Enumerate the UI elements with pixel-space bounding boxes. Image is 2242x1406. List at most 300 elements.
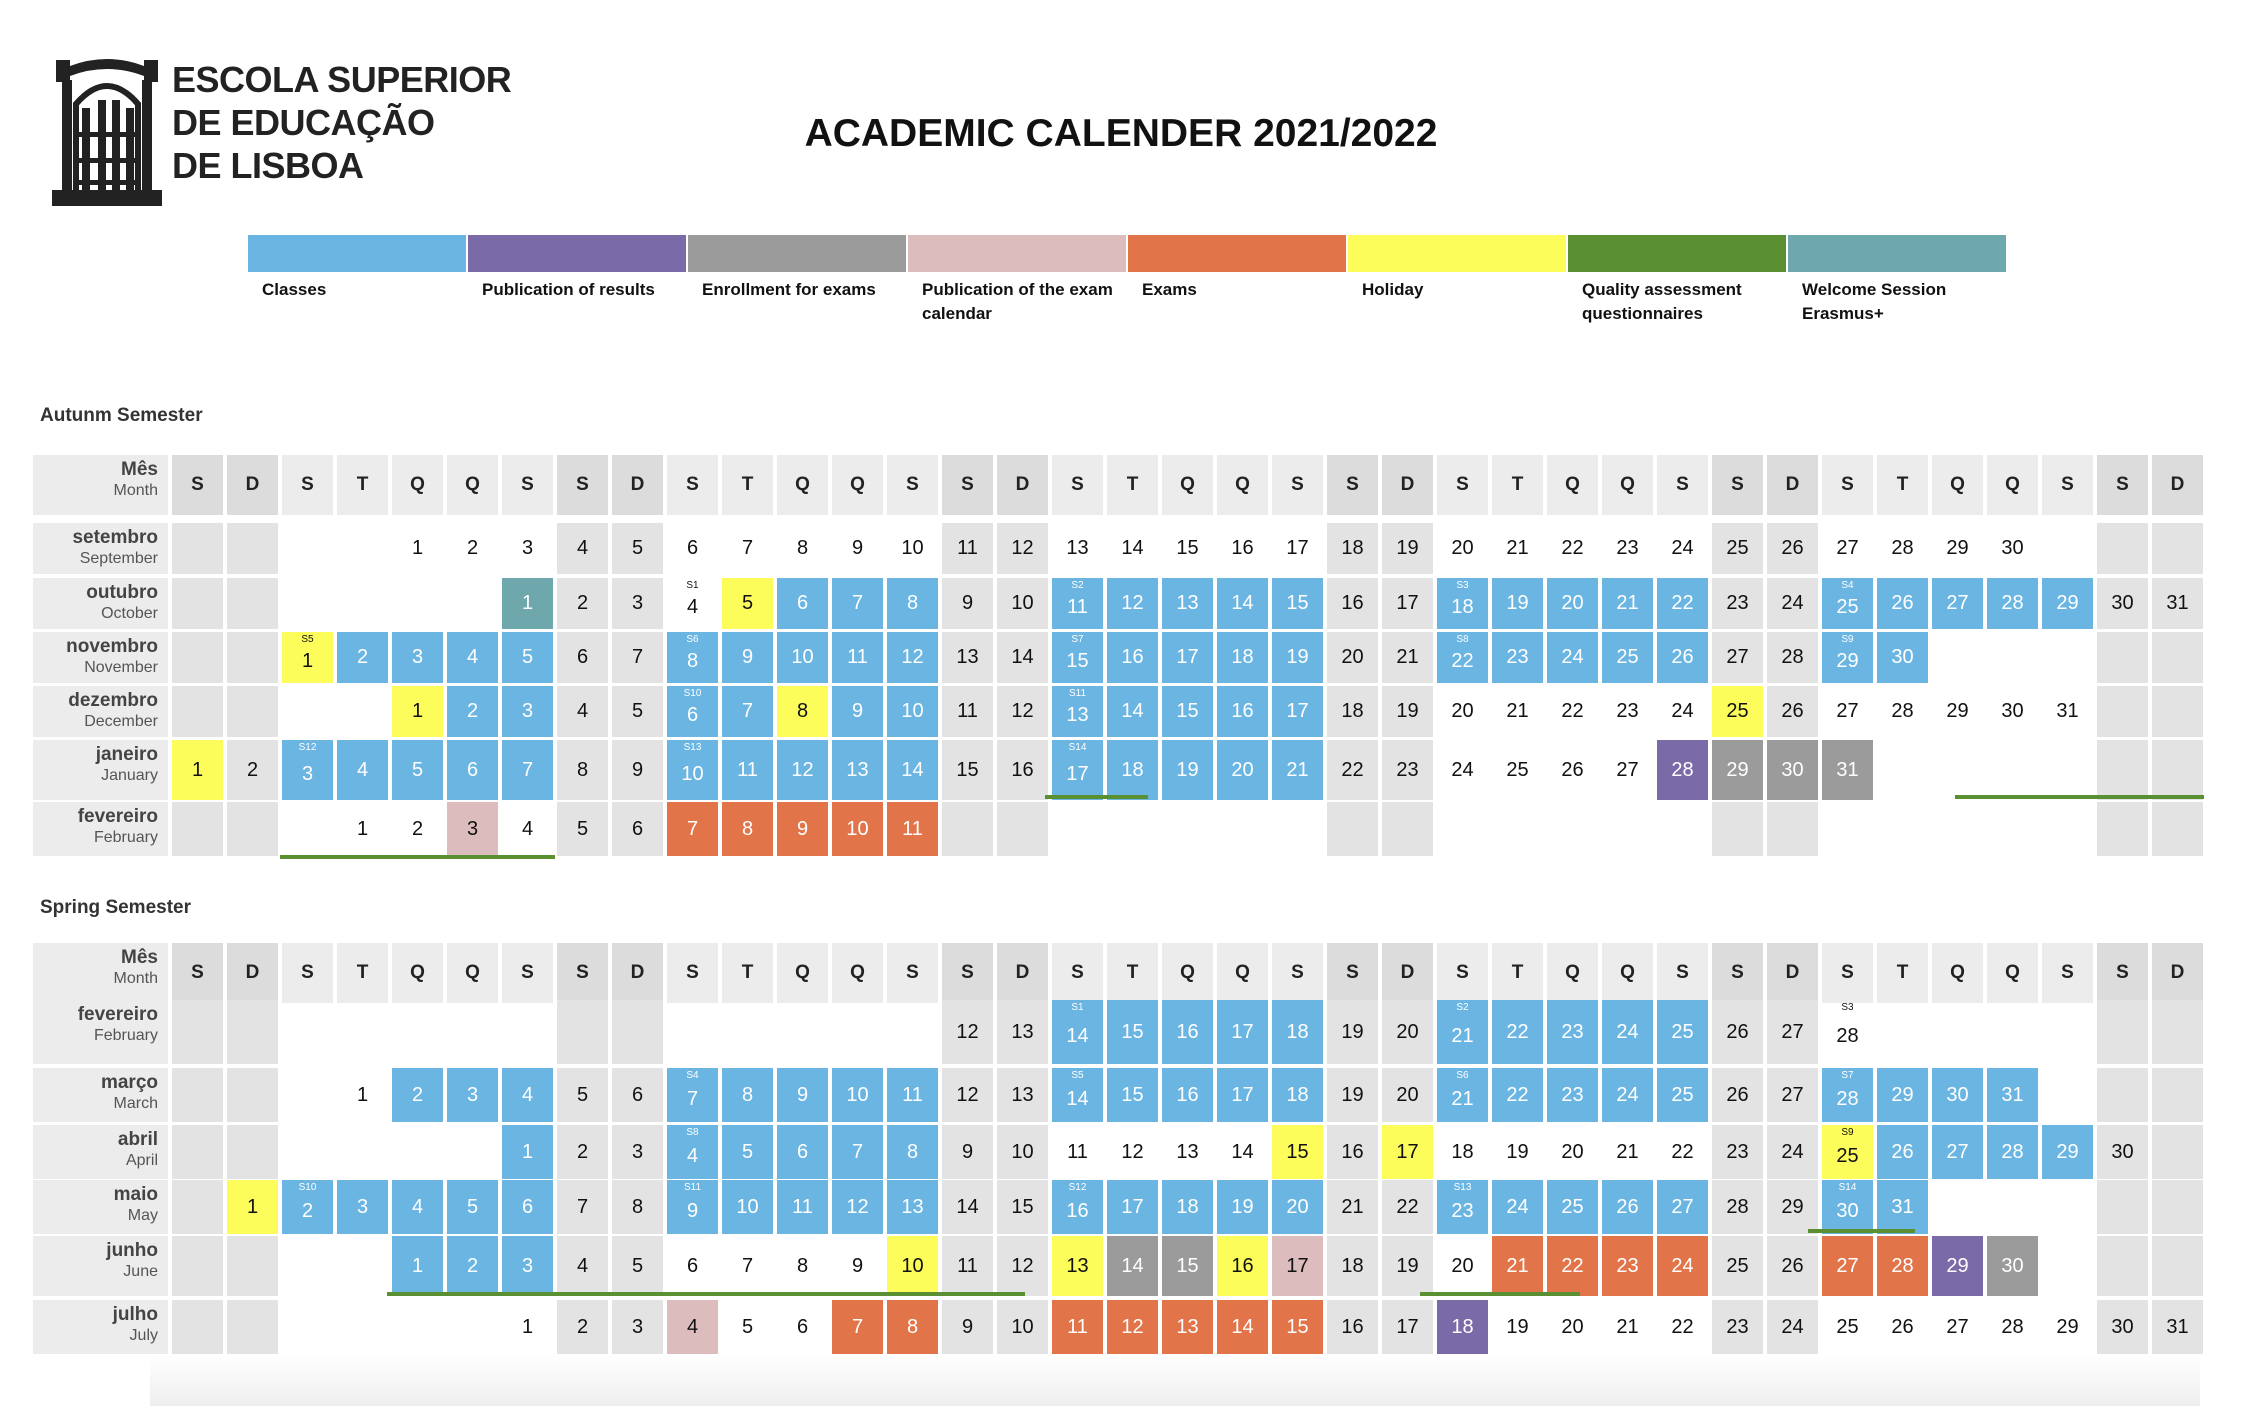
semester-title: Autunm Semester [40,405,203,426]
day-cell [1602,1125,1653,1179]
day-cell [722,578,773,629]
legend-item-p [908,235,1128,326]
day-cell [502,1236,553,1296]
day-number: 8 [741,817,754,840]
day-cell [1932,523,1983,574]
day-cell [942,1300,993,1354]
empty-cell [227,578,278,629]
day-number: 7 [741,537,754,559]
day-cell [447,523,498,574]
day-cell [1217,686,1268,737]
day-cell [832,802,883,856]
day-number: 25 [1506,758,1529,781]
day-cell [557,632,608,683]
week-number: S2 [1071,580,1084,591]
empty-cell [2097,1180,2148,1234]
day-cell [942,740,993,800]
day-cell [1052,1300,1103,1354]
day-cell [1217,1300,1268,1354]
month-name-pt: dezembro [68,690,158,711]
day-number: 21 [1506,700,1529,722]
day-cell [1877,1180,1928,1234]
day-cell [1107,1300,1158,1354]
day-cell [1437,578,1488,629]
day-cell [1052,1125,1103,1179]
day-cell [887,740,938,800]
day-cell [887,1300,938,1354]
legend-swatch [468,235,686,272]
day-number: 22 [1671,1140,1694,1163]
day-number: 27 [1836,700,1859,722]
day-number: 13 [901,1195,924,1218]
day-cell [887,1180,938,1234]
day-number: 13 [1176,1315,1199,1338]
weekday-header: S [1657,943,1708,1003]
weekday-header: S [1712,943,1763,1003]
page-title: ACADEMIC CALENDER 2021/2022 [804,112,1438,155]
empty-cell [1712,802,1763,856]
day-cell [1822,1236,1873,1296]
day-number: 25 [1671,1083,1694,1106]
empty-cell [1327,802,1378,856]
day-cell [1877,632,1928,683]
day-number: 28 [2001,1140,2024,1163]
legend-label: Publication of results [482,280,655,299]
day-number: 5 [576,817,589,840]
day-cell [227,740,278,800]
day-number: 25 [1671,1020,1694,1043]
day-cell [1547,523,1598,574]
day-number: 18 [1286,1020,1309,1043]
day-cell [1217,523,1268,574]
weekday-header: T [722,455,773,515]
day-number: 16 [1066,1199,1089,1222]
day-cell [1987,1236,2038,1296]
day-cell [1767,523,1818,574]
day-cell [1767,740,1818,800]
day-number: 22 [1561,700,1584,722]
day-number: 13 [1011,1020,1034,1043]
day-number: 23 [1726,1140,1749,1163]
day-cell [1052,686,1103,737]
day-cell [1767,1000,1818,1064]
day-cell [612,740,663,800]
day-cell [502,1300,553,1354]
day-cell [1932,686,1983,737]
day-cell [942,686,993,737]
empty-cell [227,1125,278,1179]
day-cell [2042,578,2093,629]
day-cell [1657,523,1708,574]
empty-cell [172,578,223,629]
day-cell [1162,632,1213,683]
day-number: 30 [2111,592,2134,614]
month-label [33,1068,168,1122]
day-cell [1657,1125,1708,1179]
weekday-header: Q [832,943,883,1003]
weekday-header: Q [832,455,883,515]
day-cell [1162,523,1213,574]
week-number: S1 [686,580,699,591]
day-cell [667,523,718,574]
day-cell [722,802,773,856]
day-cell [1767,1068,1818,1122]
day-cell [777,578,828,629]
day-cell [1052,1068,1103,1122]
weekday-header: S [942,455,993,515]
day-cell [392,1068,443,1122]
empty-cell [172,632,223,683]
day-number: 16 [1341,592,1364,614]
day-cell [1107,632,1158,683]
day-cell [1822,1000,1873,1064]
weekday-header: S [1437,455,1488,515]
assessment-underline [1808,1229,1915,1233]
day-number: 23 [1616,1254,1639,1277]
weekday-header: Q [1217,943,1268,1003]
day-number: 8 [741,1083,754,1106]
day-number: 5 [741,1140,754,1163]
day-number: 19 [1396,700,1419,722]
day-number: 17 [1231,1083,1254,1106]
day-cell [1932,1125,1983,1179]
day-cell [282,1180,333,1234]
day-number: 15 [1121,1083,1144,1106]
day-number: 26 [1671,646,1694,668]
day-cell [1437,740,1488,800]
day-cell [832,686,883,737]
day-cell [1382,1000,1433,1064]
day-cell [1712,1236,1763,1296]
day-cell [447,802,498,856]
day-number: 19 [1506,1140,1529,1163]
day-cell [1327,1236,1378,1296]
day-number: 26 [1726,1083,1749,1106]
day-cell [722,632,773,683]
day-number: 6 [796,1315,809,1338]
day-number: 4 [521,1083,534,1106]
day-number: 5 [631,700,644,722]
empty-cell [2097,523,2148,574]
day-number: 3 [466,1083,479,1106]
day-cell [1162,1180,1213,1234]
day-number: 24 [1671,537,1694,559]
day-cell [612,1180,663,1234]
day-number: 12 [956,1020,979,1043]
day-number: 28 [1671,758,1694,781]
day-cell [1382,1068,1433,1122]
day-number: 20 [1286,1195,1309,1218]
empty-cell [172,686,223,737]
day-number: 2 [576,1315,589,1338]
day-number: 2 [356,646,369,668]
day-number: 1 [411,1254,424,1277]
day-cell [1547,1180,1598,1234]
empty-cell [1767,802,1818,856]
day-cell [1712,1000,1763,1064]
month-label [33,1300,168,1354]
legend-item-e [688,235,908,302]
day-cell [1437,1236,1488,1296]
day-number: 17 [1176,646,1199,668]
month-name-en: June [123,1263,158,1280]
day-cell [1547,1125,1598,1179]
legend-label: Welcome Session Erasmus+ [1802,280,1947,323]
day-number: 26 [1891,592,1914,614]
day-cell [1602,1300,1653,1354]
day-number: 17 [1286,700,1309,722]
day-number: 22 [1561,537,1584,559]
day-cell [1602,1180,1653,1234]
legend-label: Quality assessment questionnaires [1582,280,1742,323]
day-cell [557,1180,608,1234]
day-number: 18 [1121,758,1144,781]
day-number: 19 [1506,592,1529,614]
day-number: 10 [901,537,924,559]
day-number: 7 [686,817,699,840]
day-number: 27 [1946,592,1969,614]
month-name-en: April [125,1152,158,1169]
day-number: 9 [961,592,974,614]
day-number: 13 [1066,1254,1089,1277]
day-cell [1492,1068,1543,1122]
day-number: 23 [1561,1083,1584,1106]
month-label [33,1000,168,1064]
empty-cell [227,686,278,737]
day-cell [227,1180,278,1234]
day-cell [722,1236,773,1296]
day-number: 8 [576,758,589,781]
month-name-pt: novembro [66,636,158,657]
day-number: 14 [1121,537,1144,559]
day-cell [392,802,443,856]
legend-label: Enrollment for exams [702,280,876,299]
day-number: 10 [846,817,869,840]
day-number: 22 [1506,1020,1529,1043]
weekday-header: S [172,455,223,515]
month-header-en: Month [113,482,158,499]
day-cell [1382,1236,1433,1296]
day-number: 23 [1506,646,1529,668]
day-number: 10 [681,762,704,785]
day-cell [1492,1300,1543,1354]
legend-swatch [1788,235,2006,272]
day-number: 19 [1506,1315,1529,1338]
day-number: 29 [1781,1195,1804,1218]
day-number: 10 [1011,1140,1034,1163]
day-number: 22 [1671,1315,1694,1338]
day-number: 21 [1341,1195,1364,1218]
day-cell [1217,1000,1268,1064]
weekday-header: T [1877,943,1928,1003]
day-cell [1382,578,1433,629]
month-name-pt: junho [106,1240,158,1261]
day-cell [1547,1236,1598,1296]
day-cell [1327,686,1378,737]
day-number: 30 [1781,758,1804,781]
day-cell [1712,1300,1763,1354]
day-cell [1547,578,1598,629]
day-cell [1437,632,1488,683]
week-number: S13 [1453,1182,1472,1193]
day-number: 10 [901,1254,924,1277]
weekday-header: T [337,943,388,1003]
day-number: 11 [1067,1315,1088,1338]
day-number: 26 [1561,758,1584,781]
day-number: 18 [1231,646,1254,668]
day-cell [887,1068,938,1122]
day-number: 3 [521,700,534,722]
weekday-header: D [2152,943,2203,1003]
day-number: 21 [1616,1140,1639,1163]
weekday-header: S [282,455,333,515]
day-cell [1382,523,1433,574]
day-cell [1272,1236,1323,1296]
day-number: 2 [246,758,259,781]
day-cell [1987,523,2038,574]
day-cell [887,802,938,856]
day-cell [667,686,718,737]
empty-cell [172,1068,223,1122]
day-number: 4 [576,1254,589,1277]
weekday-header: Q [777,943,828,1003]
empty-cell [997,802,1048,856]
empty-cell [227,1000,278,1064]
day-number: 16 [1341,1140,1364,1163]
day-number: 17 [1396,1315,1419,1338]
day-number: 4 [686,1315,699,1338]
weekday-header: S [502,943,553,1003]
day-number: 24 [1506,1195,1529,1218]
day-number: 29 [1946,1254,1969,1277]
day-cell [887,578,938,629]
month-name-pt: outubro [86,582,158,603]
weekday-header: S [557,455,608,515]
month-label [33,740,168,800]
empty-cell [227,523,278,574]
month-name-pt: janeiro [95,744,158,765]
week-number: S8 [1456,634,1469,645]
day-number: 11 [957,700,978,722]
day-number: 9 [631,758,644,781]
day-number: 3 [631,1140,644,1163]
empty-cell [227,1236,278,1296]
day-cell [722,1125,773,1179]
empty-cell [172,802,223,856]
day-number: 3 [631,592,644,614]
empty-cell [2152,1068,2203,1122]
day-cell [337,1180,388,1234]
school-name-line: DE LISBOA [172,145,364,186]
day-cell [722,1068,773,1122]
day-cell [1712,686,1763,737]
day-cell [1327,740,1378,800]
day-cell [1382,1300,1433,1354]
day-number: 25 [1726,1254,1749,1277]
day-cell [1877,1300,1928,1354]
week-number: S9 [1841,1127,1854,1138]
day-cell [942,1000,993,1064]
legend-label: Exams [1142,280,1197,299]
day-number: 8 [796,537,809,559]
day-cell [392,740,443,800]
day-number: 29 [1946,700,1969,722]
day-number: 3 [301,762,314,785]
day-number: 28 [1836,1024,1859,1047]
day-number: 24 [1671,700,1694,722]
day-cell [392,632,443,683]
day-number: 18 [1451,1140,1474,1163]
day-cell [1987,686,2038,737]
legend-swatch [688,235,906,272]
day-number: 9 [741,646,754,668]
day-number: 18 [1451,596,1474,618]
day-cell [777,632,828,683]
day-number: 11 [1067,596,1088,618]
day-number: 27 [1781,1020,1804,1043]
day-number: 13 [1066,704,1089,726]
legend-swatch [908,235,1126,272]
day-cell [1217,578,1268,629]
empty-cell [2152,740,2203,800]
day-number: 4 [576,700,589,722]
month-name-pt: fevereiro [77,806,158,827]
day-number: 1 [411,700,424,722]
day-number: 27 [1616,758,1639,781]
day-cell [1327,1125,1378,1179]
week-number: S1 [1071,1002,1084,1013]
day-cell [1932,1300,1983,1354]
legend-item-q [1568,235,1788,326]
weekday-header: S [1712,455,1763,515]
weekday-header: Q [1162,943,1213,1003]
day-cell [1932,1068,1983,1122]
legend-item-c [248,235,468,302]
month-name-en: December [84,713,158,730]
day-cell [832,1300,883,1354]
day-cell [1822,740,1873,800]
day-number: 3 [466,817,479,840]
day-number: 8 [906,1140,919,1163]
day-number: 2 [411,817,424,840]
day-number: 1 [246,1195,259,1218]
day-cell [832,523,883,574]
weekday-header: Q [1987,943,2038,1003]
weekday-header: Q [392,455,443,515]
day-number: 29 [2056,1315,2079,1338]
day-cell [2042,1300,2093,1354]
day-cell [557,1236,608,1296]
day-cell [1272,1068,1323,1122]
empty-cell [557,1000,608,1064]
day-number: 15 [1286,592,1309,614]
day-cell [997,686,1048,737]
week-number: S14 [1068,742,1087,753]
day-number: 2 [411,1083,424,1106]
legend-item-h [1348,235,1568,302]
day-number: 30 [1946,1083,1969,1106]
day-cell [997,740,1048,800]
day-number: 23 [1616,700,1639,722]
day-cell [612,1068,663,1122]
day-cell [1437,1180,1488,1234]
day-cell [667,632,718,683]
month-header-pt: Mês [121,459,158,480]
day-cell [1822,1068,1873,1122]
day-number: 28 [2001,592,2024,614]
day-cell [447,1236,498,1296]
day-number: 19 [1231,1195,1254,1218]
